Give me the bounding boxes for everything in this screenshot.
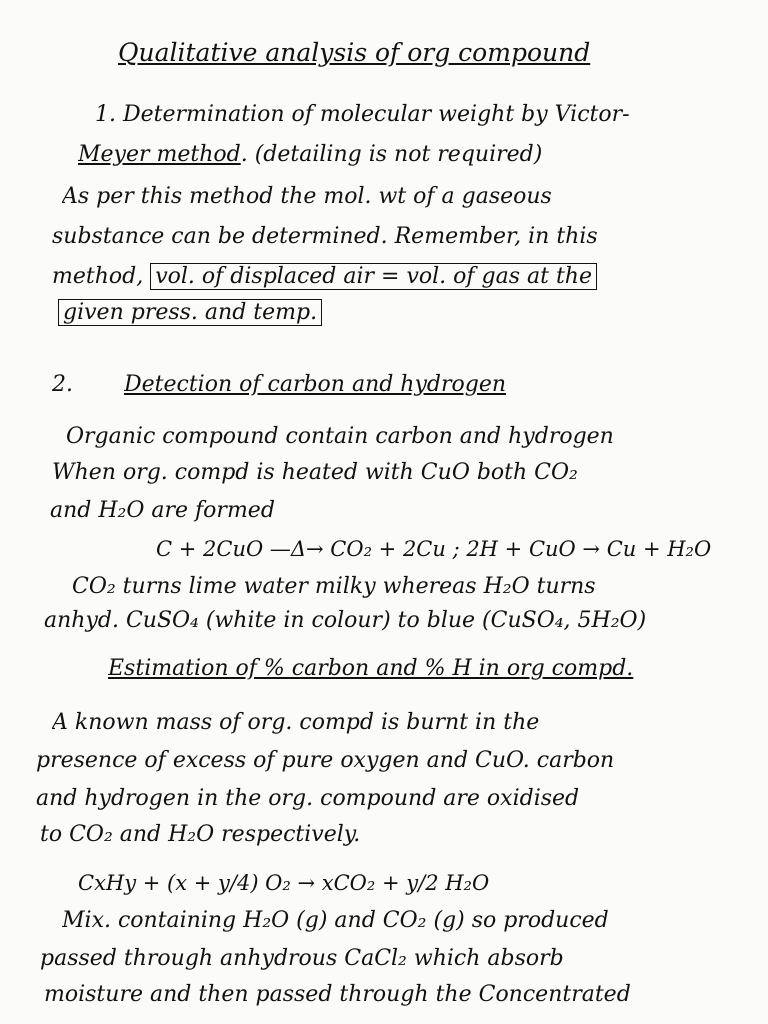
section1-line3: As per this method the mol. wt of a gaseous	[62, 184, 552, 209]
section3-line4: to CO₂ and H₂O respectively.	[40, 822, 361, 847]
section2-heading: Detection of carbon and hydrogen	[124, 372, 507, 397]
section2-equation: C + 2CuO —Δ→ CO₂ + 2Cu ; 2H + CuO → Cu + H₂O	[156, 537, 712, 561]
page-title: Qualitative analysis of org compound	[118, 38, 591, 67]
section2-line4: CO₂ turns lime water milky whereas H₂O turns	[72, 574, 596, 599]
section3-heading: Estimation of % carbon and % H in org compd.	[108, 656, 634, 681]
section1-line6	[58, 298, 768, 328]
section2-line3: and H₂O are formed	[50, 498, 275, 523]
boxed-statement-part1: vol. of displaced air = vol. of gas at the	[150, 263, 597, 290]
section3-line1: A known mass of org. compd is burnt in the	[52, 710, 540, 735]
section1-line5-lead: method,	[52, 264, 144, 289]
section3-line6: passed through anhydrous CaCl₂ which absorb	[40, 946, 564, 971]
section1-line2-rest: . (detailing is not required)	[240, 142, 543, 167]
section1-line2	[78, 140, 768, 170]
boxed-statement-part2: given press. and temp.	[58, 299, 322, 326]
section3-line7: moisture and then passed through the Concentrated	[44, 982, 631, 1007]
section3-equation: CxHy + (x + y/4) O₂ → xCO₂ + y/2 H₂O	[78, 871, 490, 895]
section2-number: 2.	[52, 372, 73, 397]
section3-line3: and hydrogen in the org. compound are oxidised	[36, 786, 580, 811]
section2-line5: anhyd. CuSO₄ (white in colour) to blue (CuSO₄, 5H₂O)	[44, 608, 647, 633]
section1-line1: 1. Determination of molecular weight by Victor-	[95, 102, 630, 127]
section3-line5: Mix. containing H₂O (g) and CO₂ (g) so produced	[62, 908, 609, 933]
victor-meyer-heading: Meyer method	[78, 142, 241, 167]
section1-line4: substance can be determined. Remember, in this	[52, 224, 598, 249]
section2-line2: When org. compd is heated with CuO both CO₂	[52, 460, 578, 485]
section1-line5	[52, 262, 762, 292]
section2-line1: Organic compound contain carbon and hydrogen	[66, 424, 614, 449]
section3-line2: presence of excess of pure oxygen and CuO. carbon	[36, 748, 615, 773]
